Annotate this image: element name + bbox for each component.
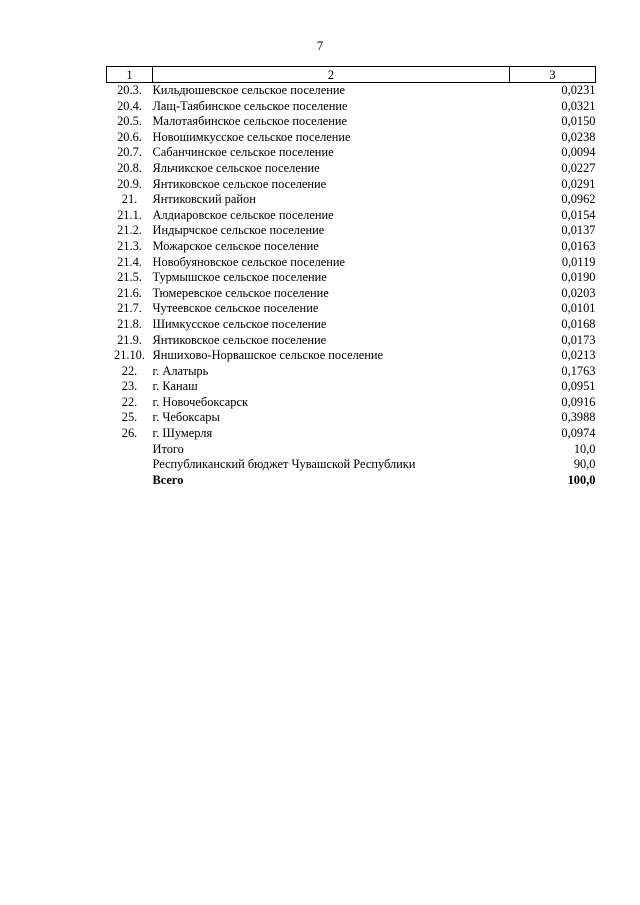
row-number: 26. bbox=[121, 426, 138, 441]
row-name: Турмышское сельское поселение bbox=[152, 270, 327, 285]
row-name: Итого bbox=[152, 441, 184, 456]
row-value: 0,0321 bbox=[561, 98, 596, 113]
row-name: Чутеевское сельское поселение bbox=[152, 301, 319, 316]
distribution-table bbox=[106, 66, 596, 488]
row-name: Яльчикское сельское поселение bbox=[152, 160, 320, 175]
row-number bbox=[107, 473, 153, 489]
table-body bbox=[107, 83, 596, 489]
row-name: Республиканский бюджет Чувашской Республики bbox=[152, 457, 416, 472]
row-number bbox=[107, 457, 153, 473]
row-value: 0,0163 bbox=[561, 238, 596, 253]
page-number: 7 bbox=[316, 38, 324, 53]
table-row bbox=[107, 208, 596, 224]
row-name: Яншихово-Норвашское сельское поселение bbox=[152, 348, 384, 363]
row-value: 0,3988 bbox=[561, 410, 596, 425]
row-name: Новошимкусское сельское поселение bbox=[152, 129, 351, 144]
row-name: г. Шумерля bbox=[152, 426, 213, 441]
table-row bbox=[107, 286, 596, 302]
row-value: 0,0190 bbox=[561, 270, 596, 285]
row-value: 0,0137 bbox=[561, 223, 596, 238]
row-name: Новобуяновское сельское поселение bbox=[152, 254, 346, 269]
table-header-row bbox=[107, 67, 596, 83]
row-number: 22. bbox=[121, 394, 138, 409]
row-value: 100,0 bbox=[567, 472, 596, 487]
table-row bbox=[107, 317, 596, 333]
row-number bbox=[107, 442, 153, 458]
row-value: 0,0213 bbox=[561, 348, 596, 363]
table-row bbox=[107, 223, 596, 239]
row-number: 21.10. bbox=[114, 348, 145, 363]
row-number: 21.4. bbox=[117, 254, 142, 269]
table-row bbox=[107, 301, 596, 317]
row-value: 0,0951 bbox=[561, 379, 596, 394]
row-name: г. Канаш bbox=[152, 379, 198, 394]
row-number: 21.2. bbox=[117, 223, 142, 238]
row-number: 20.5. bbox=[117, 114, 142, 129]
row-value: 0,0238 bbox=[561, 129, 596, 144]
table-row bbox=[107, 395, 596, 411]
column-header-number: 1 bbox=[107, 67, 153, 83]
row-number: 20.3. bbox=[117, 83, 142, 97]
row-number: 21.1. bbox=[117, 207, 142, 222]
table-row bbox=[107, 426, 596, 442]
row-value: 0,0173 bbox=[561, 332, 596, 347]
row-value: 0,0101 bbox=[561, 301, 596, 316]
table-row bbox=[107, 379, 596, 395]
table-row bbox=[107, 192, 596, 208]
row-number: 20.6. bbox=[117, 129, 142, 144]
table-row bbox=[107, 410, 596, 426]
row-value: 0,0916 bbox=[561, 394, 596, 409]
row-number: 21.6. bbox=[117, 285, 142, 300]
row-number: 21.7. bbox=[117, 301, 142, 316]
row-value: 0,0227 bbox=[561, 160, 596, 175]
row-name: г. Чебоксары bbox=[152, 410, 220, 425]
table-row bbox=[107, 364, 596, 380]
row-number: 20.8. bbox=[117, 160, 142, 175]
row-value: 0,0203 bbox=[561, 285, 596, 300]
row-value: 0,0119 bbox=[561, 254, 596, 269]
table-row bbox=[107, 442, 596, 458]
table-row bbox=[107, 457, 596, 473]
table-row bbox=[107, 270, 596, 286]
table-row bbox=[107, 161, 596, 177]
table-row bbox=[107, 473, 596, 489]
row-value: 10,0 bbox=[573, 441, 596, 456]
table-row bbox=[107, 130, 596, 146]
table-row bbox=[107, 177, 596, 193]
row-name: г. Новочебоксарск bbox=[152, 394, 248, 409]
row-value: 0,0974 bbox=[561, 426, 596, 441]
row-number: 20.7. bbox=[117, 145, 142, 160]
row-name: Алдиаровское сельское поселение bbox=[152, 207, 334, 222]
table-row bbox=[107, 145, 596, 161]
row-number: 21.9. bbox=[117, 332, 142, 347]
row-number: 21.5. bbox=[117, 270, 142, 285]
row-value: 0,0291 bbox=[561, 176, 596, 191]
row-value: 0,1763 bbox=[561, 363, 596, 378]
row-name: Сабанчинское сельское поселение bbox=[152, 145, 334, 160]
column-header-value: 3 bbox=[510, 67, 596, 83]
row-name: Лащ-Таябинское сельское поселение bbox=[152, 98, 348, 113]
row-name: Малотаябинское сельское поселение bbox=[152, 114, 348, 129]
row-number: 25. bbox=[121, 410, 138, 425]
row-number: 21.8. bbox=[117, 316, 142, 331]
row-value: 0,0231 bbox=[561, 83, 596, 97]
row-name: Шимкусское сельское поселение bbox=[152, 316, 327, 331]
row-number: 20.9. bbox=[117, 176, 142, 191]
row-value: 0,0150 bbox=[561, 114, 596, 129]
table-row bbox=[107, 333, 596, 349]
table-row bbox=[107, 99, 596, 115]
row-name: Кильдюшевское сельское поселение bbox=[152, 83, 345, 97]
row-name: Янтиковское сельское поселение bbox=[152, 332, 327, 347]
row-name: Всего bbox=[152, 472, 184, 487]
row-number: 22. bbox=[121, 363, 138, 378]
row-number: 20.4. bbox=[117, 98, 142, 113]
row-value: 90,0 bbox=[573, 457, 596, 472]
table-row bbox=[107, 114, 596, 130]
table-row bbox=[107, 348, 596, 364]
row-value: 0,0094 bbox=[561, 145, 596, 160]
row-number: 21.3. bbox=[117, 238, 142, 253]
table-row bbox=[107, 255, 596, 271]
row-name: г. Алатырь bbox=[152, 363, 209, 378]
row-name: Можарское сельское поселение bbox=[152, 238, 319, 253]
table-row bbox=[107, 83, 596, 99]
table-row bbox=[107, 239, 596, 255]
row-number: 21. bbox=[121, 192, 138, 207]
row-name: Тюмеревское сельское поселение bbox=[152, 285, 329, 300]
row-name: Янтиковский район bbox=[152, 192, 256, 207]
column-header-name: 2 bbox=[153, 67, 510, 83]
row-value: 0,0962 bbox=[561, 192, 596, 207]
row-name: Индырчское сельское поселение bbox=[152, 223, 325, 238]
row-value: 0,0168 bbox=[561, 316, 596, 331]
row-number: 23. bbox=[121, 379, 138, 394]
row-name: Янтиковское сельское поселение bbox=[152, 176, 327, 191]
row-value: 0,0154 bbox=[561, 207, 596, 222]
